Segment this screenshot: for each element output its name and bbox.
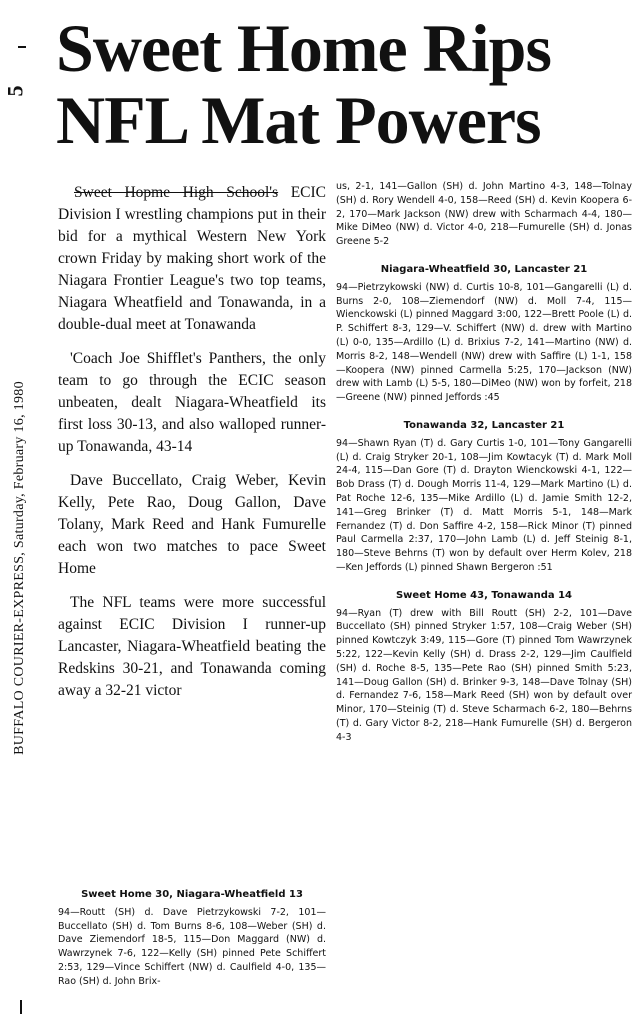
results-sh-nw-text: 94—Routt (SH) d. Dave Pietrzykowski 7-2, 101—Buccellato (SH) d. Tom Burns 8-6, 108—Weber (SH) d. Dave Ziemendorf 18-5, 115—Don Maggard (NW) d. Wawrzynek 7-6, 122—Kelly (SH) pinned Pete Schiffert 2:53, 129—Vince Schiffert (NW) d. Caulfield 4-0, 135—Rao (SH) d. John Brix- [58,906,326,987]
headline-line-2: NFL Mat Powers [56,82,541,158]
article-paragraph-3: Dave Buccellato, Craig Weber, Kevin Kelly, Pete Rao, Doug Gallon, Dave Tolany, Mark Reed and Hank Fumurelle each won two matches to pace Sweet Home [58,472,326,577]
results-sh-nw [58,888,326,989]
article-paragraph-2: 'Coach Joe Shifflet's Panthers, the only team to go through the ECIC season unbeaten, dealt Niagara-Wheatfield its first loss 30-13, and also walloped runner-up Tonawanda, 43-14 [58,350,326,455]
results-nw-lancaster [336,263,632,405]
results-ton-lancaster [336,419,632,575]
results-sh-ton-title: Sweet Home 43, Tonawanda 14 [395,589,573,601]
results-sh-nw-column [58,888,326,1003]
results-nw-lancaster-title: Niagara-Wheatfield 30, Lancaster 21 [380,263,588,275]
article-paragraph-4: The NFL teams were more successful against ECIC Division I runner-up Lancaster, Niagara-Wheatfield beating the Redskins 30-21, and Tonawanda coming away a 32-21 victor [58,594,326,699]
results-ton-lancaster-title: Tonawanda 32, Lancaster 21 [403,419,565,431]
article-lead-strike: Sweet Hopme High School's [74,184,279,201]
page-number: 5 [2,85,28,97]
headline [56,12,636,156]
margin-dash-bottom [20,1000,22,1014]
results-nw-lancaster-text: 94—Pietrzykowski (NW) d. Curtis 10-8, 101—Gangarelli (L) d. Burns 2-0, 108—Ziemendorf (NW) d. Moll 7-4, 115—Wienckowski (L) pinned Maggard 3:00, 122—Brett Poole (L) d. P. Schiffert 8-3, 129—V. Schiffert (NW) d. drew with Martino (L) 0-0, 135—Ardillo (L) d. Brixius 7-2, 141—Martino (NW) d. Morris 8-2, 148—Wendell (NW) drew with Saffire (L) 1-1, 158—Koopera (NW) pinned Carmella 5:25, 170—Jackson (NW) drew with Lamb (L) 5-5, 180—DiMeo (NW) won by forfeit, 218—Greene (NW) pinned Jeffords :45 [336,281,632,404]
results-sh-nw-title: Sweet Home 30, Niagara-Wheatfield 13 [81,889,303,900]
results-continuation-text: us, 2-1, 141—Gallon (SH) d. John Martino 4-3, 148—Tolnay (SH) d. Rory Wendell 4-0, 158—Reed (SH) d. Kevin Koopera 6-2, 170—Mark Jackson (NW) drew with Scharmach 4-4, 180—Mike DiMeo (NW) d. Victor 4-0, 218—Fumurelle (SH) d. Jonas Greene 5-2 [336,181,632,248]
results-ton-lancaster-text: 94—Shawn Ryan (T) d. Gary Curtis 1-0, 101—Tony Gangarelli (L) d. Craig Stryker 20-1, 108—Jim Kowtacyk (T) d. Mark Moll 24-4, 115—Dan Gore (T) d. Drayton Wienckowski 4-1, 122—Bob Drass (T) d. Dough Morris 11-4, 129—Mark Martino (L) d. Pat Roche 12-6, 135—Mike Ardillo (L) d. Jamie Smith 12-2, 141—Greg Brinker (T) d. Matt Morris 5-1, 148—Mark Fernandez (T) d. Don Saffire 4-2, 158—Rick Minor (T) pinned Paul Carmella 2:37, 170—John Lamb (L) d. Jeff Steinig 8-1, 180—Steve Behrns (T) won by default over Herm Kolev, 218—Ken Jeffords (L) pinned Shawn Bergeron :51 [336,437,632,573]
article-lead-text: ECIC Division I wrestling champions put in their bid for a mythical Western New York crown Friday by making short work of the Niagara Frontier League's two top teams, Niagara Wheatfield and Tonawanda, in a double-dual meet at Tonawanda [58,184,327,333]
margin-dash-top [18,46,26,48]
results-sh-ton [336,589,632,745]
publication-credit: BUFFALO COURIER-EXPRESS, Saturday, February 16, 1980 [12,381,27,755]
article-paragraph-1 [58,182,326,336]
article-column [58,182,326,714]
results-column [336,180,632,758]
headline-line-1: Sweet Home Rips [56,10,551,86]
results-sh-ton-text: 94—Ryan (T) drew with Bill Routt (SH) 2-2, 101—Dave Buccellato (SH) pinned Stryker 1:57, 108—Craig Weber (SH) pinned Kowtczyk 3:49, 115—Gore (T) pinned Tom Wawrzynek 5:22, 122—Kevin Kelly (SH) d. Drass 2-2, 129—Jim Caulfield (SH) d. Roche 8-5, 135—Pete Rao (SH) pinned Smith 5:23, 141—Doug Gallon (SH) d. Brinker 9-3, 148—Dave Tolnay (SH) d. Fernandez 7-6, 158—Mark Reed (SH) won by default over Minor, 170—Steinig (T) d. Steve Scharmach 6-2, 180—Behrns (T) d. Gary Victor 8-2, 218—Hank Fumurelle (SH) d. Bergeron 4-3 [336,607,632,743]
results-continuation [336,180,632,249]
